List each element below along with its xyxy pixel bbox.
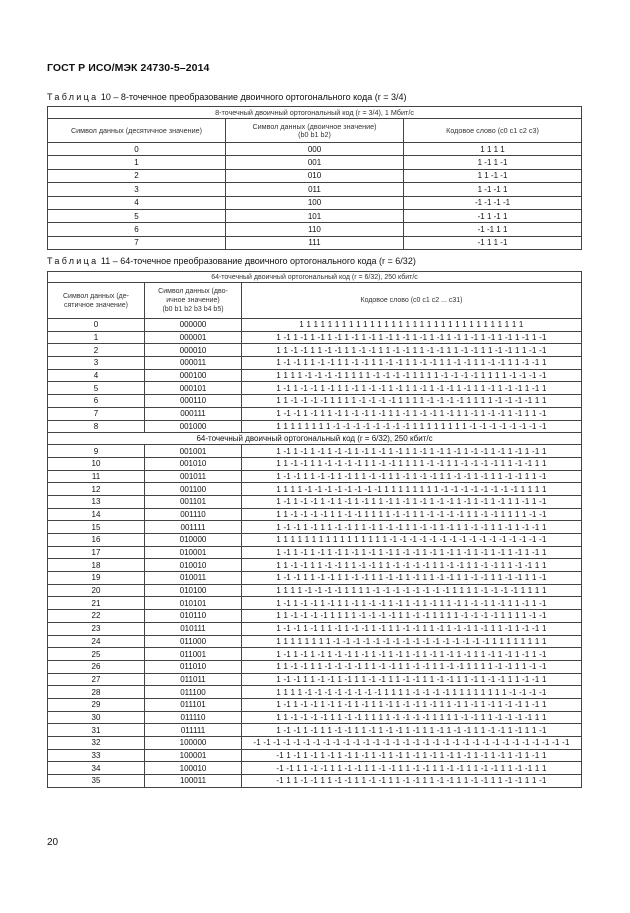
table-row [48, 521, 582, 534]
data-symbol-binary: 001100 [145, 483, 242, 496]
codeword: -1 1 -1 1 [404, 209, 582, 222]
table-row [48, 169, 582, 182]
data-symbol-binary: 011110 [145, 711, 242, 724]
data-symbol-decimal: 2 [48, 169, 226, 182]
codeword: 1 -1 -1 1 [404, 183, 582, 196]
data-symbol-decimal: 18 [48, 559, 145, 572]
data-symbol-binary: 000010 [145, 344, 242, 357]
table-row [48, 223, 582, 236]
codeword: 1 -1 -1 1 1 -1 -1 1 1 -1 -1 1 1 -1 -1 1 1 -1 -1 1 1 -1 -1 1 1 -1 -1 1 1 -1 -1 1 [242, 357, 582, 370]
data-symbol-decimal: 16 [48, 534, 145, 547]
codeword: 1 -1 1 -1 -1 1 -1 1 -1 1 -1 1 1 -1 1 -1 1 -1 1 -1 -1 1 -1 1 -1 1 -1 1 1 -1 1 -1 [242, 495, 582, 508]
table-row [48, 534, 582, 547]
data-symbol-binary: 000110 [145, 395, 242, 408]
data-symbol-binary: 000101 [145, 382, 242, 395]
codeword: 1 -1 1 -1 -1 1 -1 1 1 -1 1 -1 -1 1 -1 1 1 -1 1 -1 -1 1 -1 1 1 -1 1 -1 -1 1 -1 1 [242, 382, 582, 395]
table-row [48, 483, 582, 496]
codeword: 1 -1 -1 1 -1 1 1 -1 -1 1 1 -1 1 -1 -1 1 -1 1 1 -1 1 -1 -1 1 1 -1 -1 1 -1 1 1 -1 [242, 724, 582, 737]
data-symbol-decimal: 11 [48, 470, 145, 483]
data-symbol-decimal: 29 [48, 698, 145, 711]
table-10-group-header: 8-точечный двоичный ортогональный код (r = 3/4), 1 Мбит/с [48, 107, 582, 119]
data-symbol-decimal: 4 [48, 369, 145, 382]
data-symbol-decimal: 5 [48, 382, 145, 395]
data-symbol-binary: 010110 [145, 610, 242, 623]
codeword: 1 1 1 1 1 1 1 1 1 1 1 1 1 1 1 1 -1 -1 -1 -1 -1 -1 -1 -1 -1 -1 -1 -1 -1 -1 -1 -1 [242, 534, 582, 547]
codeword: 1 1 1 1 -1 -1 -1 -1 1 1 1 1 -1 -1 -1 -1 1 1 1 1 -1 -1 -1 -1 1 1 1 1 -1 -1 -1 -1 [242, 369, 582, 382]
table-row [48, 572, 582, 585]
table-row [48, 407, 582, 420]
table-row [48, 420, 582, 433]
data-symbol-binary: 110 [226, 223, 404, 236]
data-symbol-decimal: 6 [48, 395, 145, 408]
data-symbol-decimal: 1 [48, 331, 145, 344]
table-row [48, 344, 582, 357]
data-symbol-binary: 100000 [145, 737, 242, 750]
table-11-col-data [48, 283, 145, 319]
table-row [48, 737, 582, 750]
data-symbol-decimal: 12 [48, 483, 145, 496]
data-symbol-binary: 010000 [145, 534, 242, 547]
data-symbol-binary: 001101 [145, 495, 242, 508]
table-11-col-binary-line2: ичное значение) [166, 297, 220, 304]
data-symbol-decimal: 31 [48, 724, 145, 737]
data-symbol-decimal: 21 [48, 597, 145, 610]
table-10-col-binary [226, 119, 404, 143]
table-11-col-binary-line1: Символ данных (дво- [158, 288, 228, 295]
codeword: 1 -1 1 -1 1 -1 1 -1 1 -1 1 -1 1 -1 1 -1 1 -1 1 -1 1 -1 1 -1 1 -1 1 -1 1 -1 1 -1 [242, 331, 582, 344]
data-symbol-decimal: 26 [48, 660, 145, 673]
data-symbol-binary: 011010 [145, 660, 242, 673]
data-symbol-binary: 010001 [145, 546, 242, 559]
table-row [48, 331, 582, 344]
codeword: -1 -1 1 1 -1 -1 1 1 -1 -1 1 1 -1 -1 1 1 -1 -1 1 1 -1 -1 1 1 -1 -1 1 1 -1 -1 1 1 [242, 762, 582, 775]
table-row [48, 357, 582, 370]
data-symbol-binary: 011100 [145, 686, 242, 699]
data-symbol-binary: 000000 [145, 319, 242, 332]
codeword: 1 -1 1 -1 [404, 156, 582, 169]
table-10 [47, 106, 582, 250]
table-11 [47, 271, 582, 788]
data-symbol-decimal: 17 [48, 546, 145, 559]
table-row [48, 673, 582, 686]
table-row [48, 648, 582, 661]
table-11-col-data-line2: сятичное значение) [63, 301, 128, 309]
table-row [48, 143, 582, 156]
codeword: 1 1 -1 -1 [404, 169, 582, 182]
data-symbol-binary: 010101 [145, 597, 242, 610]
data-symbol-binary: 001010 [145, 457, 242, 470]
codeword: 1 -1 -1 1 -1 1 1 -1 -1 1 1 -1 1 -1 -1 1 1 -1 -1 1 -1 1 1 -1 -1 1 1 -1 1 -1 -1 1 [242, 521, 582, 534]
table-11-group-header-1: 64-точечный двоичный ортогональный код (r = 6/32), 250 кбит/с [48, 272, 582, 283]
data-symbol-binary: 111 [226, 236, 404, 249]
table-row [48, 445, 582, 458]
table-row [48, 156, 582, 169]
data-symbol-binary: 010111 [145, 622, 242, 635]
codeword: 1 1 -1 -1 1 1 -1 -1 1 1 -1 -1 1 1 -1 -1 -1 -1 1 1 -1 -1 1 1 -1 -1 1 1 -1 -1 1 1 [242, 559, 582, 572]
table-11-group-header-2: 64-точечный двоичный ортогональный код (r = 6/32), 250 кбит/с [48, 433, 582, 445]
codeword: 1 1 1 1 -1 -1 -1 -1 1 1 1 1 -1 -1 -1 -1 -1 -1 -1 -1 1 1 1 1 -1 -1 -1 -1 1 1 1 1 [242, 584, 582, 597]
codeword: -1 -1 1 1 [404, 223, 582, 236]
table-11-col-data-line1: Символ данных (де- [62, 292, 129, 300]
codeword: 1 -1 -1 1 -1 1 1 -1 1 -1 -1 1 -1 1 1 -1 -1 1 1 -1 1 -1 -1 1 -1 1 1 -1 1 -1 -1 1 [242, 622, 582, 635]
table-10-col-binary-line1: Символ данных (двоичное значение) [252, 121, 377, 131]
data-symbol-decimal: 20 [48, 584, 145, 597]
data-symbol-binary: 100011 [145, 775, 242, 788]
data-symbol-binary: 001000 [145, 420, 242, 433]
codeword: 1 1 -1 -1 -1 -1 1 1 -1 -1 1 1 1 1 -1 -1 -1 -1 1 1 1 1 -1 -1 1 1 -1 -1 -1 -1 1 1 [242, 711, 582, 724]
codeword: 1 1 1 1 1 1 1 1 1 1 1 1 1 1 1 1 1 1 1 1 1 1 1 1 1 1 1 1 1 1 1 1 [242, 319, 582, 332]
codeword: 1 -1 -1 1 1 -1 -1 1 -1 1 1 -1 -1 1 1 -1 1 -1 -1 1 1 -1 -1 1 -1 1 1 -1 -1 1 1 -1 [242, 470, 582, 483]
data-symbol-binary: 011 [226, 183, 404, 196]
data-symbol-decimal: 3 [48, 357, 145, 370]
data-symbol-binary: 011111 [145, 724, 242, 737]
data-symbol-binary: 010011 [145, 572, 242, 585]
data-symbol-decimal: 34 [48, 762, 145, 775]
table-row [48, 382, 582, 395]
table-row [48, 610, 582, 623]
codeword: -1 1 -1 1 -1 1 -1 1 -1 1 -1 1 -1 1 -1 1 -1 1 -1 1 -1 1 -1 1 -1 1 -1 1 -1 1 -1 1 [242, 749, 582, 762]
codeword: 1 1 -1 -1 1 1 -1 -1 -1 -1 1 1 -1 -1 1 1 1 1 -1 -1 1 1 -1 -1 -1 -1 1 1 -1 -1 1 1 [242, 457, 582, 470]
data-symbol-binary: 001110 [145, 508, 242, 521]
data-symbol-decimal: 19 [48, 572, 145, 585]
codeword: 1 -1 1 -1 1 -1 1 -1 1 -1 1 -1 1 -1 1 -1 -1 1 -1 1 -1 1 -1 1 -1 1 -1 1 -1 1 -1 1 [242, 546, 582, 559]
data-symbol-binary: 001001 [145, 445, 242, 458]
data-symbol-decimal: 14 [48, 508, 145, 521]
data-symbol-decimal: 35 [48, 775, 145, 788]
data-symbol-decimal: 7 [48, 407, 145, 420]
table-row [48, 196, 582, 209]
data-symbol-binary: 011011 [145, 673, 242, 686]
table-11-col-code: Кодовое слово (c0 c1 c2 ... c31) [242, 283, 582, 319]
data-symbol-binary: 100001 [145, 749, 242, 762]
table-11-caption-prefix: Таблица [47, 256, 99, 266]
table-row [48, 470, 582, 483]
data-symbol-decimal: 5 [48, 209, 226, 222]
table-row [48, 749, 582, 762]
table-row [48, 660, 582, 673]
data-symbol-decimal: 7 [48, 236, 226, 249]
codeword: 1 1 1 1 1 1 1 1 -1 -1 -1 -1 -1 -1 -1 -1 1 1 1 1 1 1 1 1 -1 -1 -1 -1 -1 -1 -1 -1 [242, 420, 582, 433]
codeword: 1 1 -1 -1 -1 -1 1 1 1 1 -1 -1 -1 -1 1 1 1 1 -1 -1 -1 -1 1 1 1 1 -1 -1 -1 -1 1 1 [242, 395, 582, 408]
data-symbol-binary: 100 [226, 196, 404, 209]
data-symbol-decimal: 6 [48, 223, 226, 236]
data-symbol-decimal: 27 [48, 673, 145, 686]
data-symbol-decimal: 22 [48, 610, 145, 623]
data-symbol-decimal: 0 [48, 143, 226, 156]
data-symbol-binary: 011101 [145, 698, 242, 711]
data-symbol-decimal: 33 [48, 749, 145, 762]
table-row [48, 724, 582, 737]
data-symbol-binary: 000011 [145, 357, 242, 370]
data-symbol-decimal: 25 [48, 648, 145, 661]
codeword: 1 -1 -1 1 1 -1 -1 1 -1 1 1 -1 -1 1 1 -1 -1 1 1 -1 -1 1 1 -1 1 -1 -1 1 1 -1 -1 1 [242, 673, 582, 686]
data-symbol-decimal: 10 [48, 457, 145, 470]
table-row [48, 495, 582, 508]
table-row [48, 457, 582, 470]
table-10-col-code: Кодовое слово (c0 c1 c2 c3) [404, 119, 582, 143]
data-symbol-decimal: 9 [48, 445, 145, 458]
codeword: 1 1 -1 -1 1 1 -1 -1 1 1 -1 -1 1 1 -1 -1 1 1 -1 -1 1 1 -1 -1 1 1 -1 -1 1 1 -1 -1 [242, 344, 582, 357]
data-symbol-binary: 010100 [145, 584, 242, 597]
data-symbol-decimal: 24 [48, 635, 145, 648]
table-row [48, 183, 582, 196]
table-10-caption [47, 92, 406, 102]
table-row [48, 762, 582, 775]
data-symbol-decimal: 32 [48, 737, 145, 750]
data-symbol-decimal: 13 [48, 495, 145, 508]
data-symbol-decimal: 28 [48, 686, 145, 699]
codeword: 1 1 -1 -1 -1 -1 1 1 -1 -1 1 1 1 1 -1 -1 1 1 -1 -1 -1 -1 1 1 -1 -1 1 1 1 1 -1 -1 [242, 508, 582, 521]
data-symbol-decimal: 1 [48, 156, 226, 169]
codeword: 1 -1 -1 1 -1 1 1 -1 1 -1 -1 1 -1 1 1 -1 1 -1 -1 1 -1 1 1 -1 1 -1 -1 1 -1 1 1 -1 [242, 407, 582, 420]
table-row [48, 635, 582, 648]
table-11-caption [47, 256, 416, 266]
table-row [48, 698, 582, 711]
document-header: ГОСТ Р ИСО/МЭК 24730-5–2014 [47, 62, 210, 74]
table-row [48, 369, 582, 382]
table-10-col-binary-line2: (b0 b1 b2) [298, 129, 331, 139]
table-row [48, 686, 582, 699]
table-row [48, 508, 582, 521]
page-number: 20 [47, 837, 59, 848]
codeword: 1 1 1 1 [404, 143, 582, 156]
table-row [48, 559, 582, 572]
data-symbol-binary: 000001 [145, 331, 242, 344]
data-symbol-binary: 011000 [145, 635, 242, 648]
data-symbol-decimal: 23 [48, 622, 145, 635]
table-row [48, 209, 582, 222]
data-symbol-binary: 000100 [145, 369, 242, 382]
codeword: 1 -1 1 -1 1 -1 1 -1 -1 1 -1 1 -1 1 -1 1 -1 1 -1 1 -1 1 -1 1 1 -1 1 -1 1 -1 1 -1 [242, 648, 582, 661]
data-symbol-binary: 001011 [145, 470, 242, 483]
data-symbol-binary: 100010 [145, 762, 242, 775]
table-row [48, 236, 582, 249]
table-row [48, 775, 582, 788]
codeword: 1 1 -1 -1 1 1 -1 -1 -1 -1 1 1 -1 -1 1 1 -1 -1 1 1 -1 -1 1 1 1 1 -1 -1 1 1 -1 -1 [242, 660, 582, 673]
codeword: 1 -1 1 -1 -1 1 -1 1 -1 1 -1 1 1 -1 1 -1 -1 1 -1 1 1 -1 1 -1 1 -1 1 -1 -1 1 -1 1 [242, 698, 582, 711]
data-symbol-binary: 000111 [145, 407, 242, 420]
table-row [48, 711, 582, 724]
data-symbol-binary: 010010 [145, 559, 242, 572]
codeword: -1 -1 -1 -1 -1 -1 -1 -1 -1 -1 -1 -1 -1 -1 -1 -1 -1 -1 -1 -1 -1 -1 -1 -1 -1 -1 -1 -1 -1 -1 -1 -1 [242, 737, 582, 750]
data-symbol-decimal: 4 [48, 196, 226, 209]
codeword: 1 1 -1 -1 -1 -1 1 1 1 1 -1 -1 -1 -1 1 1 -1 -1 1 1 1 1 -1 -1 -1 -1 1 1 1 1 -1 -1 [242, 610, 582, 623]
codeword: 1 1 1 1 1 1 1 1 -1 -1 -1 -1 -1 -1 -1 -1 -1 -1 -1 -1 -1 -1 -1 -1 1 1 1 1 1 1 1 1 [242, 635, 582, 648]
table-row [48, 597, 582, 610]
codeword: -1 1 1 -1 [404, 236, 582, 249]
data-symbol-decimal: 30 [48, 711, 145, 724]
codeword: 1 -1 1 -1 1 -1 1 -1 -1 1 -1 1 -1 1 -1 1 1 -1 1 -1 1 -1 1 -1 -1 1 -1 1 -1 1 -1 1 [242, 445, 582, 458]
codeword: -1 1 1 -1 -1 1 1 -1 -1 1 1 -1 -1 1 1 -1 -1 1 1 -1 -1 1 1 -1 -1 1 1 -1 -1 1 1 -1 [242, 775, 582, 788]
codeword: 1 -1 1 -1 -1 1 -1 1 1 -1 1 -1 -1 1 -1 1 -1 1 -1 1 1 -1 1 -1 -1 1 -1 1 1 -1 1 -1 [242, 597, 582, 610]
data-symbol-decimal: 8 [48, 420, 145, 433]
codeword: 1 -1 -1 1 1 -1 -1 1 1 -1 -1 1 1 -1 -1 1 -1 1 1 -1 -1 1 1 -1 -1 1 1 -1 -1 1 1 -1 [242, 572, 582, 585]
data-symbol-binary: 010 [226, 169, 404, 182]
table-row [48, 546, 582, 559]
table-row [48, 622, 582, 635]
data-symbol-binary: 001 [226, 156, 404, 169]
table-10-caption-text: 10 – 8-точечное преобразование двоичного ортогонального кода (r = 3/4) [98, 92, 407, 102]
table-11-caption-text: 11 – 64-точечное преобразование двоичного ортогонального кода (r = 6/32) [98, 256, 416, 266]
table-11-col-binary-line3: (b0 b1 b2 b3 b4 b5) [162, 306, 224, 313]
data-symbol-binary: 011001 [145, 648, 242, 661]
data-symbol-decimal: 0 [48, 319, 145, 332]
table-10-caption-prefix: Таблица [47, 92, 99, 102]
table-11-col-binary [145, 283, 242, 319]
data-symbol-binary: 000 [226, 143, 404, 156]
table-row [48, 395, 582, 408]
codeword: 1 1 1 1 -1 -1 -1 -1 -1 -1 -1 -1 1 1 1 1 -1 -1 -1 -1 1 1 1 1 1 1 1 1 -1 -1 -1 -1 [242, 686, 582, 699]
codeword: -1 -1 -1 -1 [404, 196, 582, 209]
table-row [48, 584, 582, 597]
table-10-col-data: Символ данных (десятичное значение) [48, 119, 226, 143]
codeword: 1 1 1 1 -1 -1 -1 -1 -1 -1 -1 -1 1 1 1 1 1 1 1 1 -1 -1 -1 -1 -1 -1 -1 -1 1 1 1 1 [242, 483, 582, 496]
data-symbol-decimal: 3 [48, 183, 226, 196]
data-symbol-binary: 101 [226, 209, 404, 222]
data-symbol-decimal: 2 [48, 344, 145, 357]
data-symbol-decimal: 15 [48, 521, 145, 534]
data-symbol-binary: 001111 [145, 521, 242, 534]
table-row [48, 319, 582, 332]
